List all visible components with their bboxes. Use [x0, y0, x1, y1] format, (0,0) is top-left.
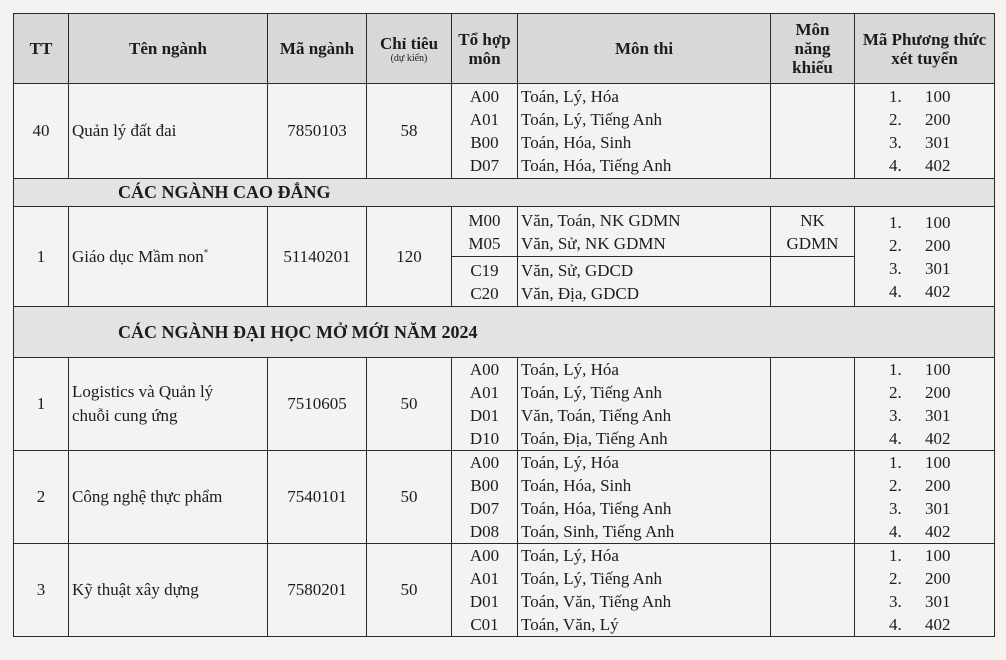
cell-phuong-thuc: 1. 100 2. 200 3. 301 4. 402: [855, 451, 995, 544]
cell-tt: 2: [14, 451, 69, 544]
cell-mon-thi: Toán, Lý, Hóa Toán, Lý, Tiếng Anh Văn, Toán, Tiếng Anh Toán, Địa, Tiếng Anh: [518, 358, 771, 451]
cell-tt: 1: [14, 207, 69, 307]
cell-ten-nganh: Công nghệ thực phẩm: [69, 451, 268, 544]
header-mon-nang-khieu: Môn năng khiếu: [771, 14, 855, 84]
cell-mon-thi: Toán, Lý, Hóa Toán, Lý, Tiếng Anh Toán, Văn, Tiếng Anh Toán, Văn, Lý: [518, 544, 771, 637]
cell-mon-thi: Văn, Sử, GDCD Văn, Địa, GDCD: [518, 257, 771, 307]
cell-phuong-thuc: 1. 100 2. 200 3. 301 4. 402: [855, 358, 995, 451]
cell-to-hop: A00 A01 D01 D10: [452, 358, 518, 451]
cell-chi-tieu: 50: [367, 544, 452, 637]
cell-ten-nganh: Quản lý đất đai: [69, 84, 268, 179]
cell-chi-tieu: 120: [367, 207, 452, 307]
section-row: [14, 179, 995, 207]
cell-mon-thi: Văn, Toán, NK GDMN Văn, Sử, NK GDMN: [518, 207, 771, 257]
cell-mon-nang-khieu: NK GDMN: [771, 207, 855, 257]
cell-mon-nang-khieu: [771, 544, 855, 637]
table-row: [14, 358, 995, 451]
header-tt: TT: [14, 14, 69, 84]
cell-phuong-thuc: 1. 100 2. 200 3. 301 4. 402: [855, 207, 995, 307]
cell-mon-nang-khieu: [771, 257, 855, 307]
cell-ten-nganh: Logistics và Quản lý chuỗi cung ứng: [69, 358, 268, 451]
cell-phuong-thuc: 1. 100 2. 200 3. 301 4. 402: [855, 84, 995, 179]
cell-ma-nganh: 7510605: [268, 358, 367, 451]
cell-ten-nganh: Kỹ thuật xây dựng: [69, 544, 268, 637]
cell-ma-nganh: 7850103: [268, 84, 367, 179]
cell-ma-nganh: 51140201: [268, 207, 367, 307]
section-row: [14, 307, 995, 358]
cell-to-hop: M00 M05: [452, 207, 518, 257]
cell-phuong-thuc: 1. 100 2. 200 3. 301 4. 402: [855, 544, 995, 637]
admission-table: [13, 13, 995, 637]
cell-ten-nganh: Giáo dục Mầm non*: [69, 207, 268, 307]
cell-ma-nganh: 7540101: [268, 451, 367, 544]
cell-to-hop: A00 A01 B00 D07: [452, 84, 518, 179]
table-row: [14, 84, 995, 179]
cell-chi-tieu: 50: [367, 358, 452, 451]
table-row: [14, 207, 995, 257]
cell-tt: 1: [14, 358, 69, 451]
section-title-cao-dang: CÁC NGÀNH CAO ĐẲNG: [14, 179, 995, 207]
cell-ma-nganh: 7580201: [268, 544, 367, 637]
cell-chi-tieu: 50: [367, 451, 452, 544]
header-chi-tieu: Chỉ tiêu (dự kiến): [367, 14, 452, 84]
cell-mon-nang-khieu: [771, 451, 855, 544]
section-title-mo-moi: CÁC NGÀNH ĐẠI HỌC MỞ MỚI NĂM 2024: [14, 307, 995, 358]
admission-table-wrapper: [13, 13, 995, 637]
cell-chi-tieu: 58: [367, 84, 452, 179]
table-row: [14, 544, 995, 637]
cell-mon-nang-khieu: [771, 84, 855, 179]
header-mon-thi: Môn thi: [518, 14, 771, 84]
table-header: [14, 14, 995, 84]
cell-tt: 40: [14, 84, 69, 179]
header-ma-nganh: Mã ngành: [268, 14, 367, 84]
cell-to-hop: A00 B00 D07 D08: [452, 451, 518, 544]
header-phuong-thuc: Mã Phương thức xét tuyển: [855, 14, 995, 84]
cell-to-hop: C19 C20: [452, 257, 518, 307]
header-to-hop: Tổ hợp môn: [452, 14, 518, 84]
cell-mon-nang-khieu: [771, 358, 855, 451]
header-ten-nganh: Tên ngành: [69, 14, 268, 84]
cell-tt: 3: [14, 544, 69, 637]
cell-to-hop: A00 A01 D01 C01: [452, 544, 518, 637]
cell-mon-thi: Toán, Lý, Hóa Toán, Lý, Tiếng Anh Toán, Hóa, Sinh Toán, Hóa, Tiếng Anh: [518, 84, 771, 179]
cell-mon-thi: Toán, Lý, Hóa Toán, Hóa, Sinh Toán, Hóa, Tiếng Anh Toán, Sinh, Tiếng Anh: [518, 451, 771, 544]
table-row: [14, 451, 995, 544]
